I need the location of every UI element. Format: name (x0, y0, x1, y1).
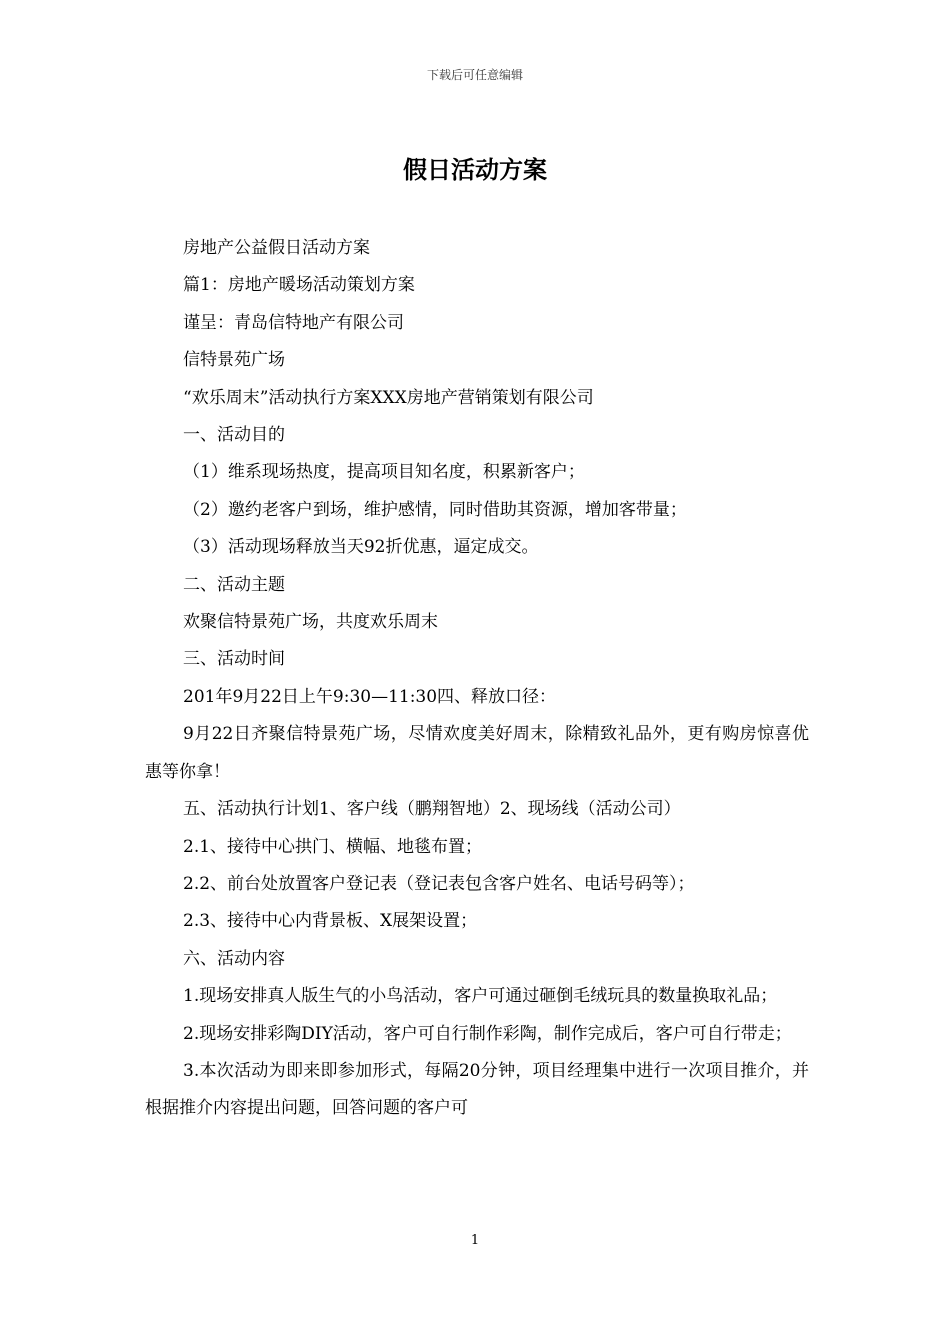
paragraph: 信特景苑广场 (183, 350, 285, 371)
paragraph: 篇1：房地产暖场活动策划方案 (183, 275, 415, 296)
paragraph: 9月22日齐聚信特景苑广场，尽情欢度美好周末，除精致礼品外，更有购房惊喜优惠等你拿！ (145, 724, 809, 782)
paragraph: 谨呈：青岛信特地产有限公司 (183, 312, 404, 333)
paragraph: 房地产公益假日活动方案 (183, 238, 370, 258)
paragraph: 201年9月22日上午9:30—11:30四、释放口径： (183, 686, 557, 707)
list-item: 1.现场安排真人版生气的小鸟活动，客户可通过砸倒毛绒玩具的数量换取礼品； (183, 986, 778, 1007)
section-heading: 三、活动时间 (183, 649, 285, 670)
list-item: （2）邀约老客户到场，维护感情，同时借助其资源，增加客带量； (183, 499, 687, 520)
document-body (145, 230, 809, 1128)
document-title: 假日活动方案 (403, 155, 547, 184)
section-heading: 五、活动执行计划1、客户线（鹏翔智地）2、现场线（活动公司） (183, 799, 681, 820)
section-heading: 一、活动目的 (183, 425, 285, 446)
list-item: 2.现场安排彩陶DIY活动，客户可自行制作彩陶，制作完成后，客户可自行带走； (183, 1023, 792, 1044)
list-item: 2.2、前台处放置客户登记表（登记表包含客户姓名、电话号码等）； (183, 873, 695, 894)
header-note: 下载后可任意编辑 (426, 68, 523, 82)
list-item: 3.本次活动为即来即参加形式，每隔20分钟，项目经理集中进行一次项目推介，并根据推介内容提出问题，回答问题的客户可 (145, 1060, 809, 1119)
list-item: 2.1、接待中心拱门、横幅、地毯布置； (183, 836, 483, 857)
section-heading: 六、活动内容 (183, 948, 285, 969)
paragraph: “欢乐周末”活动执行方案XXX房地产营销策划有限公司 (183, 387, 594, 408)
list-item: （3）活动现场释放当天92折优惠，逼定成交。 (183, 537, 539, 558)
list-item: 2.3、接待中心内背景板、X展架设置； (183, 911, 478, 932)
section-heading: 二、活动主题 (183, 574, 285, 595)
paragraph: 欢聚信特景苑广场，共度欢乐周末 (183, 612, 438, 633)
list-item: （1）维系现场热度，提高项目知名度，积累新客户； (183, 462, 585, 483)
page-number: 1 (470, 1233, 480, 1248)
